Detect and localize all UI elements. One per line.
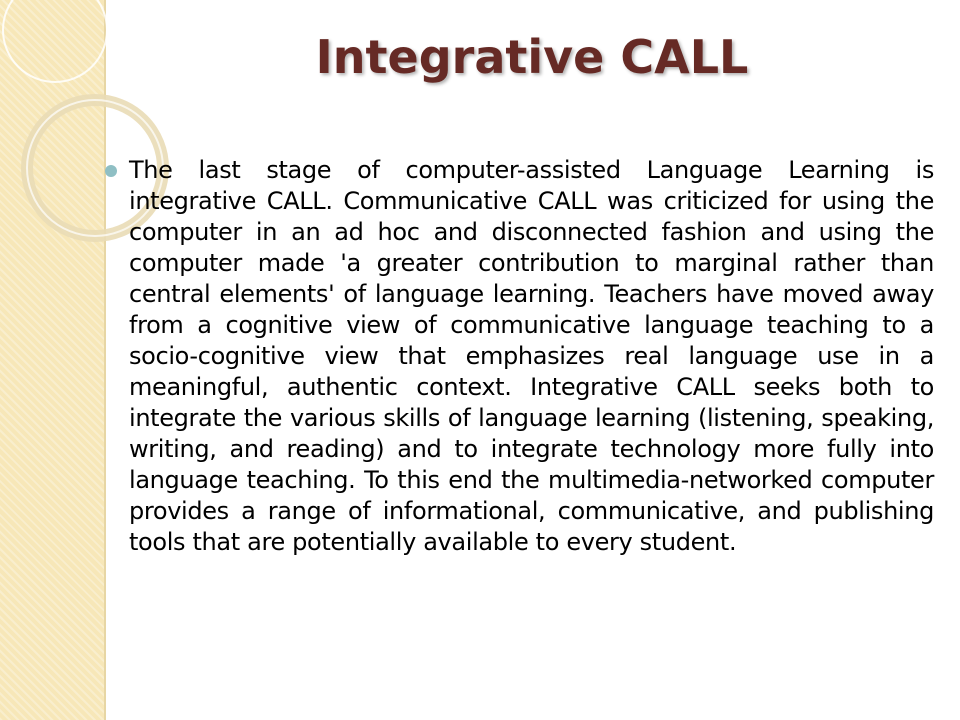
list-item	[104, 155, 934, 558]
bullet-text: The last stage of computer-assisted Language Learning is integrative CALL. Communicative CALL was criticized for using the computer in an ad hoc and disconnected fashion and using the computer made 'a greater contribution to marginal rather than central elements' of language learning. Teachers have moved away from a cognitive view of communicative language teaching to a socio-cognitive view that emphasizes real language use in a meaningful, authentic context. Integrative CALL seeks both to integrate the various skills of language learning (listening, speaking, writing, and reading) and to integrate technology more fully into language teaching. To this end the multimedia-networked computer provides a range of informational, communicative, and publishing tools that are potentially available to every student.	[129, 156, 934, 556]
bullet-icon	[105, 165, 117, 177]
bullet-list	[104, 155, 934, 558]
slide-title: Integrative CALL	[315, 30, 749, 84]
